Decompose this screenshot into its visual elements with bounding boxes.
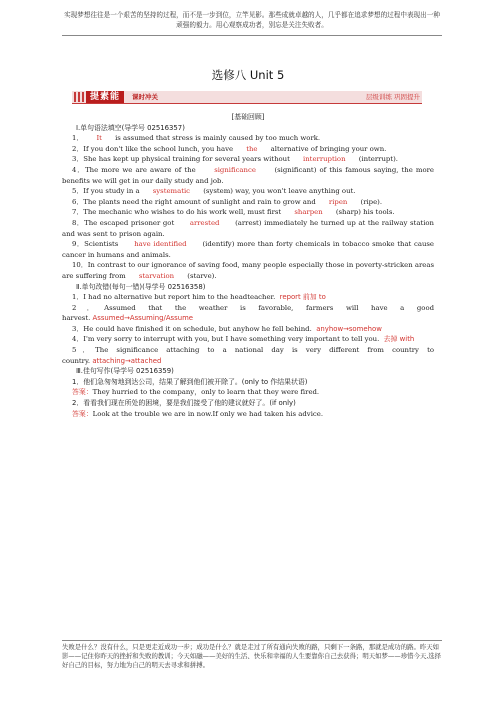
item-text: 4．I'm very sorry to interrupt with you, but I have something very important to tell you.: [72, 335, 380, 344]
writing-answer: They hurried to the company，only to learn that they were fired.: [92, 388, 320, 397]
item-text: (interrupt).: [358, 155, 398, 164]
item-text: 3．She has kept up physical training for several years without: [72, 155, 290, 164]
fill-answer: It: [96, 134, 102, 143]
item-text: 1．: [72, 134, 84, 143]
item-text: (significant) of this famous saying, the more benefits we will get in our daily study and job.: [62, 165, 434, 185]
writing-answer: Look at the trouble we are in now.If only we had taken his advice.: [92, 409, 324, 418]
item-text: 1．I had no alternative but report him to the headteacher.: [72, 293, 276, 302]
exercise-item: [62, 165, 434, 186]
exercise-item: [62, 154, 434, 165]
banner-bars-icon: [74, 92, 84, 102]
item-text: (ripe).: [360, 197, 383, 206]
fill-answer: significance: [214, 165, 256, 174]
writing-question: 2．看看我们现在所处的困境，要是我们接受了他的建议就好了。(if only): [72, 399, 296, 408]
item-text: 6．The plants need the right amount of sunlight and rain to grow and: [72, 197, 316, 206]
exercise-item: [62, 239, 434, 260]
exercise-content: [62, 112, 434, 419]
item-text: alternative of bringing your own.: [270, 144, 387, 153]
item-text: 5．If you study in a: [72, 187, 140, 196]
correction-answer: report 前加 to: [279, 293, 326, 302]
exercise-item: [62, 218, 434, 239]
fill-answer: have identified: [134, 240, 187, 249]
answer-label: 答案：: [72, 388, 93, 397]
section3-list: [62, 377, 434, 419]
banner-underline: [72, 103, 422, 104]
item-text: (starve).: [187, 271, 217, 280]
item-text: (arrest) immediately he turned up at the railway station and was sent to prison again.: [62, 218, 434, 238]
header-quote: 实现梦想往往是一个艰苦的坚持的过程，而不是一步到位，立竿见影。那些成就卓越的人，几乎都在追求梦想的过程中表现出一种顽强的毅力。用心观察成功者，别忘是关注失败者。: [62, 10, 442, 36]
fill-answer: systematic: [152, 187, 191, 196]
item-text: (identify) more than forty chemicals in tobacco smoke that cause cancer in humans and animals.: [62, 240, 434, 259]
section3-heading: Ⅲ.佳句写作(导学号 02516359): [76, 367, 174, 376]
page-title: 选修八 Unit 5: [211, 68, 285, 82]
item-text: 7．The mechanic who wishes to do his work well, must first: [72, 208, 282, 217]
section1-heading: Ⅰ.单句语法填空(导学号 02516357): [76, 123, 185, 132]
section-banner: [72, 91, 422, 105]
item-text: (sharp) his tools.: [335, 208, 395, 217]
item-text: 10．In contrast to our ignorance of saving food, many people especially those in poverty-stricken areas are suffering from: [62, 261, 434, 280]
fill-answer: interruption: [303, 155, 346, 164]
exercise-item: [62, 197, 434, 208]
banner-tag: 提素能: [86, 91, 124, 103]
correction-answer: 去掉 with: [383, 335, 415, 344]
answer-label: 答案：: [72, 409, 93, 418]
writing-answer-line: [62, 387, 434, 398]
writing-question: 1．他们急匆匆地到达公司，结果了解到他们被开除了。(only to 作结果状语): [72, 377, 308, 386]
item-text: 2．Assumed that the weather is favorable, farmers will have a good harvest.: [62, 303, 434, 323]
correction-item: [62, 334, 434, 345]
correction-answer: attaching→attached: [92, 356, 162, 365]
exercise-item: [62, 186, 434, 197]
banner-right-label: 层级训练 巩固提升: [365, 93, 420, 101]
fill-answer: sharpen: [294, 208, 323, 217]
exercise-item: [62, 207, 434, 218]
correction-item: [62, 303, 434, 324]
banner-subtitle: 课时冲关: [132, 93, 158, 101]
section2-heading: Ⅱ.单句改错(每句一错)(导学号 02516358): [76, 282, 206, 291]
correction-item: [62, 324, 434, 335]
correction-answer: Assumed→Assuming/Assume: [92, 314, 194, 323]
exercise-item: [62, 144, 434, 155]
item-text: is assumed that stress is mainly caused by too much work.: [115, 134, 321, 143]
base-review-heading: [基础回顾]: [231, 113, 265, 121]
item-text: 3．He could have finished it on schedule, but anyhow he fell behind.: [72, 324, 312, 333]
item-text: (system) way, you won't leave anything out.: [203, 187, 356, 196]
footer-quote: 失败是什么？没有什么，只是更走近成功一步；成功是什么？就是走过了所有通向失败的路，只剩下一条路，那就是成功的路。昨天如影——记住你昨天的挫折和失败的教训；今天如融——美好的生活、快乐和幸福的人生要靠你自己去获得；明天如梦——珍惜今天,选择好自己的目标，努力地为自己的明天去寻求和拼搏。: [62, 640, 442, 670]
item-text: 8．The escaped prisoner got: [72, 218, 175, 227]
fill-answer: arrested: [189, 218, 220, 227]
correction-answer: anyhow→somehow: [316, 324, 382, 333]
fill-answer: the: [246, 144, 258, 153]
section1-list: [62, 133, 434, 281]
item-text: 2．If you don't like the school lunch, you have: [72, 144, 234, 153]
section2-list: [62, 292, 434, 366]
exercise-item: [62, 260, 434, 281]
item-text: 5．The significance attaching to a national day is very different from country to country.: [62, 346, 434, 365]
fill-answer: ripen: [328, 197, 348, 206]
correction-item: [62, 292, 434, 303]
fill-answer: starvation: [138, 271, 175, 280]
writing-answer-line: [62, 409, 434, 420]
correction-item: [62, 345, 434, 366]
item-text: 9．Scientists: [72, 240, 119, 249]
item-text: 4．The more we are aware of the: [72, 165, 196, 174]
exercise-item: [62, 133, 434, 144]
